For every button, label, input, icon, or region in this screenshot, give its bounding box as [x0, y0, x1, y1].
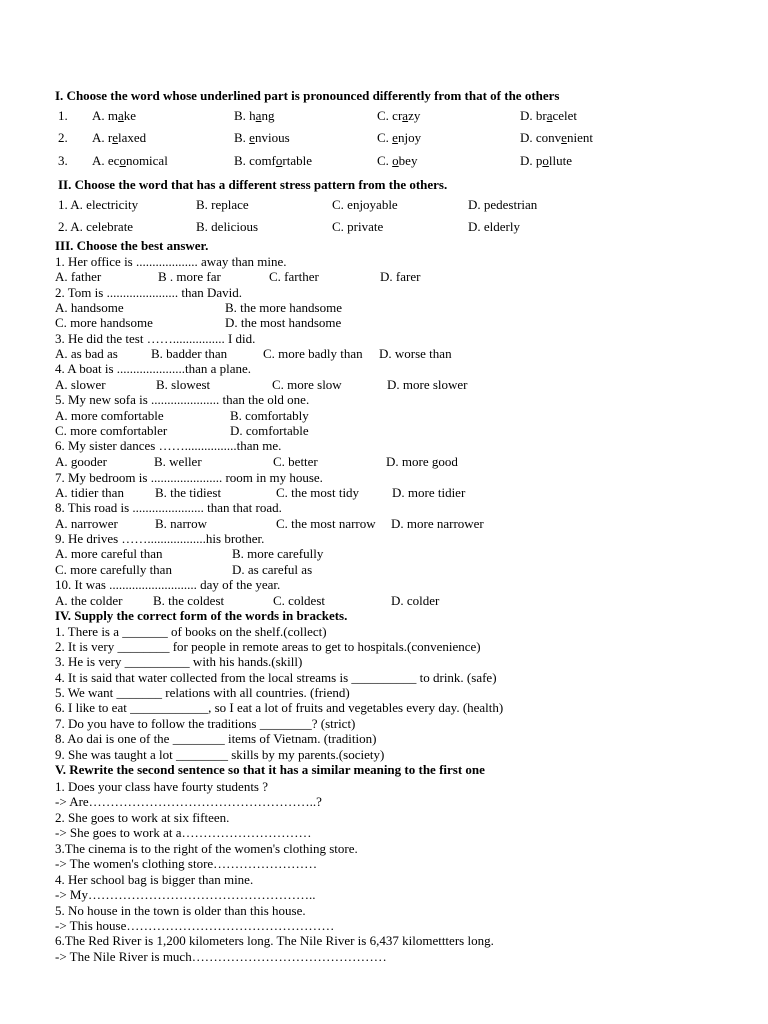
s5-answer-line: -> The Nile River is much……………………………………… [55, 949, 387, 964]
s4-item: 7. Do you have to follow the traditions ________? (strict) [55, 716, 356, 731]
s1-option-a: A. relaxed [92, 130, 147, 145]
s1-option-d: D. convenient [520, 130, 593, 145]
q9-option-c: C. more carefully than [55, 562, 172, 577]
q4-option-a: A. slower [55, 377, 106, 392]
s2-option-a: 1. A. electricity [58, 197, 139, 212]
q4-text: 4. A boat is .....................than a plane. [55, 361, 252, 376]
s4-item: 5. We want _______ relations with all countries. (friend) [55, 685, 350, 700]
s2-option-d: D. pedestrian [468, 197, 538, 212]
section-2-heading: II. Choose the word that has a different stress pattern from the others. [58, 177, 448, 192]
q7-option-b: B. the tidiest [155, 485, 222, 500]
q4-option-c: C. more slow [272, 377, 342, 392]
q8-option-b: B. narrow [155, 516, 207, 531]
q9-option-d: D. as careful as [232, 562, 313, 577]
q5-option-c: C. more comfortabler [55, 423, 168, 438]
s5-item: 6.The Red River is 1,200 kilometers long. The Nile River is 6,437 kilomettters long. [55, 933, 494, 948]
s4-item: 9. She was taught a lot ________ skills by my parents.(society) [55, 747, 385, 762]
q10-option-c: C. coldest [273, 593, 325, 608]
q3-option-d: D. worse than [379, 346, 452, 361]
q8-option-a: A. narrower [55, 516, 118, 531]
s4-item: 6. I like to eat ____________, so I eat a lot of fruits and vegetables every day. (health) [55, 700, 504, 715]
s5-item: 3.The cinema is to the right of the women's clothing store. [55, 841, 358, 856]
q10-option-d: D. colder [391, 593, 440, 608]
s5-item: 5. No house in the town is older than this house. [55, 903, 306, 918]
q1-text: 1. Her office is ................... away than mine. [55, 254, 287, 269]
q6-option-b: B. weller [154, 454, 202, 469]
section-3-heading: III. Choose the best answer. [55, 238, 209, 253]
s2-option-b: B. replace [196, 197, 249, 212]
s1-option-b: B. hang [234, 108, 275, 123]
s2-option-a: 2. A. celebrate [58, 219, 134, 234]
q9-option-a: A. more careful than [55, 546, 163, 561]
s4-item: 2. It is very ________ for people in remote areas to get to hospitals.(convenience) [55, 639, 481, 654]
s1-num: 1. [58, 108, 68, 123]
s1-option-b: B. comfortable [234, 153, 312, 168]
q6-option-c: C. better [273, 454, 318, 469]
q2-text: 2. Tom is ...................... than David. [55, 285, 242, 300]
q7-text: 7. My bedroom is ...................... room in my house. [55, 470, 323, 485]
q6-option-d: D. more good [386, 454, 458, 469]
q2-option-d: D. the most handsome [225, 315, 342, 330]
s1-num: 2. [58, 130, 68, 145]
q10-option-b: B. the coldest [153, 593, 225, 608]
s1-option-b: B. envious [234, 130, 290, 145]
q2-option-c: C. more handsome [55, 315, 153, 330]
q6-option-a: A. gooder [55, 454, 107, 469]
s2-option-c: C. enjoyable [332, 197, 398, 212]
q7-option-c: C. the most tidy [276, 485, 360, 500]
s1-option-c: C. obey [377, 153, 418, 168]
s5-answer-line: -> This house………………………………………… [55, 918, 335, 933]
q2-option-b: B. the more handsome [225, 300, 342, 315]
s1-option-d: D. pollute [520, 153, 572, 168]
s5-item: 2. She goes to work at six fifteen. [55, 810, 230, 825]
q5-option-b: B. comfortably [230, 408, 309, 423]
q1-option-d: D. farer [380, 269, 421, 284]
q8-option-d: D. more narrower [391, 516, 484, 531]
s1-option-d: D. bracelet [520, 108, 578, 123]
s4-item: 4. It is said that water collected from the local streams is __________ to drink. (safe) [55, 670, 497, 685]
q8-text: 8. This road is ...................... than that road. [55, 500, 282, 515]
q5-option-d: D. comfortable [230, 423, 309, 438]
s1-option-c: C. crazy [377, 108, 421, 123]
section-5-heading: V. Rewrite the second sentence so that it has a similar meaning to the first one [55, 762, 485, 777]
s5-item: 1. Does your class have fourty students ? [55, 779, 269, 794]
q7-option-a: A. tidier than [55, 485, 124, 500]
s1-option-a: A. economical [92, 153, 168, 168]
s4-item: 8. Ao dai is one of the ________ items of Vietnam. (tradition) [55, 731, 377, 746]
q4-option-b: B. slowest [156, 377, 211, 392]
q9-option-b: B. more carefully [232, 546, 324, 561]
s5-answer-line: -> The women's clothing store…………………… [55, 856, 318, 871]
q6-text: 6. My sister dances ……................than me. [55, 438, 282, 453]
section-1-heading: I. Choose the word whose underlined part is pronounced differently from that of the others [55, 88, 560, 103]
s2-option-c: C. private [332, 219, 384, 234]
s1-option-c: C. enjoy [377, 130, 422, 145]
q3-text: 3. He did the test ……................ I did. [55, 331, 256, 346]
s2-option-d: D. elderly [468, 219, 520, 234]
s5-answer-line: -> Are……………………………………………..? [55, 794, 322, 809]
s4-item: 1. There is a _______ of books on the shelf.(collect) [55, 624, 327, 639]
q10-text: 10. It was ........................... day of the year. [55, 577, 281, 592]
q7-option-d: D. more tidier [392, 485, 466, 500]
s1-option-a: A. make [92, 108, 137, 123]
q3-option-c: C. more badly than [263, 346, 363, 361]
q8-option-c: C. the most narrow [276, 516, 376, 531]
s2-option-b: B. delicious [196, 219, 259, 234]
q10-option-a: A. the colder [55, 593, 123, 608]
section-4-heading: IV. Supply the correct form of the words in brackets. [55, 608, 348, 623]
s5-answer-line: -> My…………………………………………….. [55, 887, 316, 902]
q3-option-b: B. badder than [151, 346, 228, 361]
q3-option-a: A. as bad as [55, 346, 118, 361]
s5-item: 4. Her school bag is bigger than mine. [55, 872, 254, 887]
s5-answer-line: -> She goes to work at a………………………… [55, 825, 312, 840]
s1-num: 3. [58, 153, 68, 168]
s4-item: 3. He is very __________ with his hands.(skill) [55, 654, 303, 669]
q5-option-a: A. more comfortable [55, 408, 164, 423]
q4-option-d: D. more slower [387, 377, 468, 392]
q1-option-a: A. father [55, 269, 102, 284]
q2-option-a: A. handsome [55, 300, 124, 315]
q1-option-b: B . more far [158, 269, 221, 284]
q5-text: 5. My new sofa is ..................... than the old one. [55, 392, 310, 407]
q1-option-c: C. farther [269, 269, 319, 284]
q9-text: 9. He drives ……..................his brother. [55, 531, 265, 546]
